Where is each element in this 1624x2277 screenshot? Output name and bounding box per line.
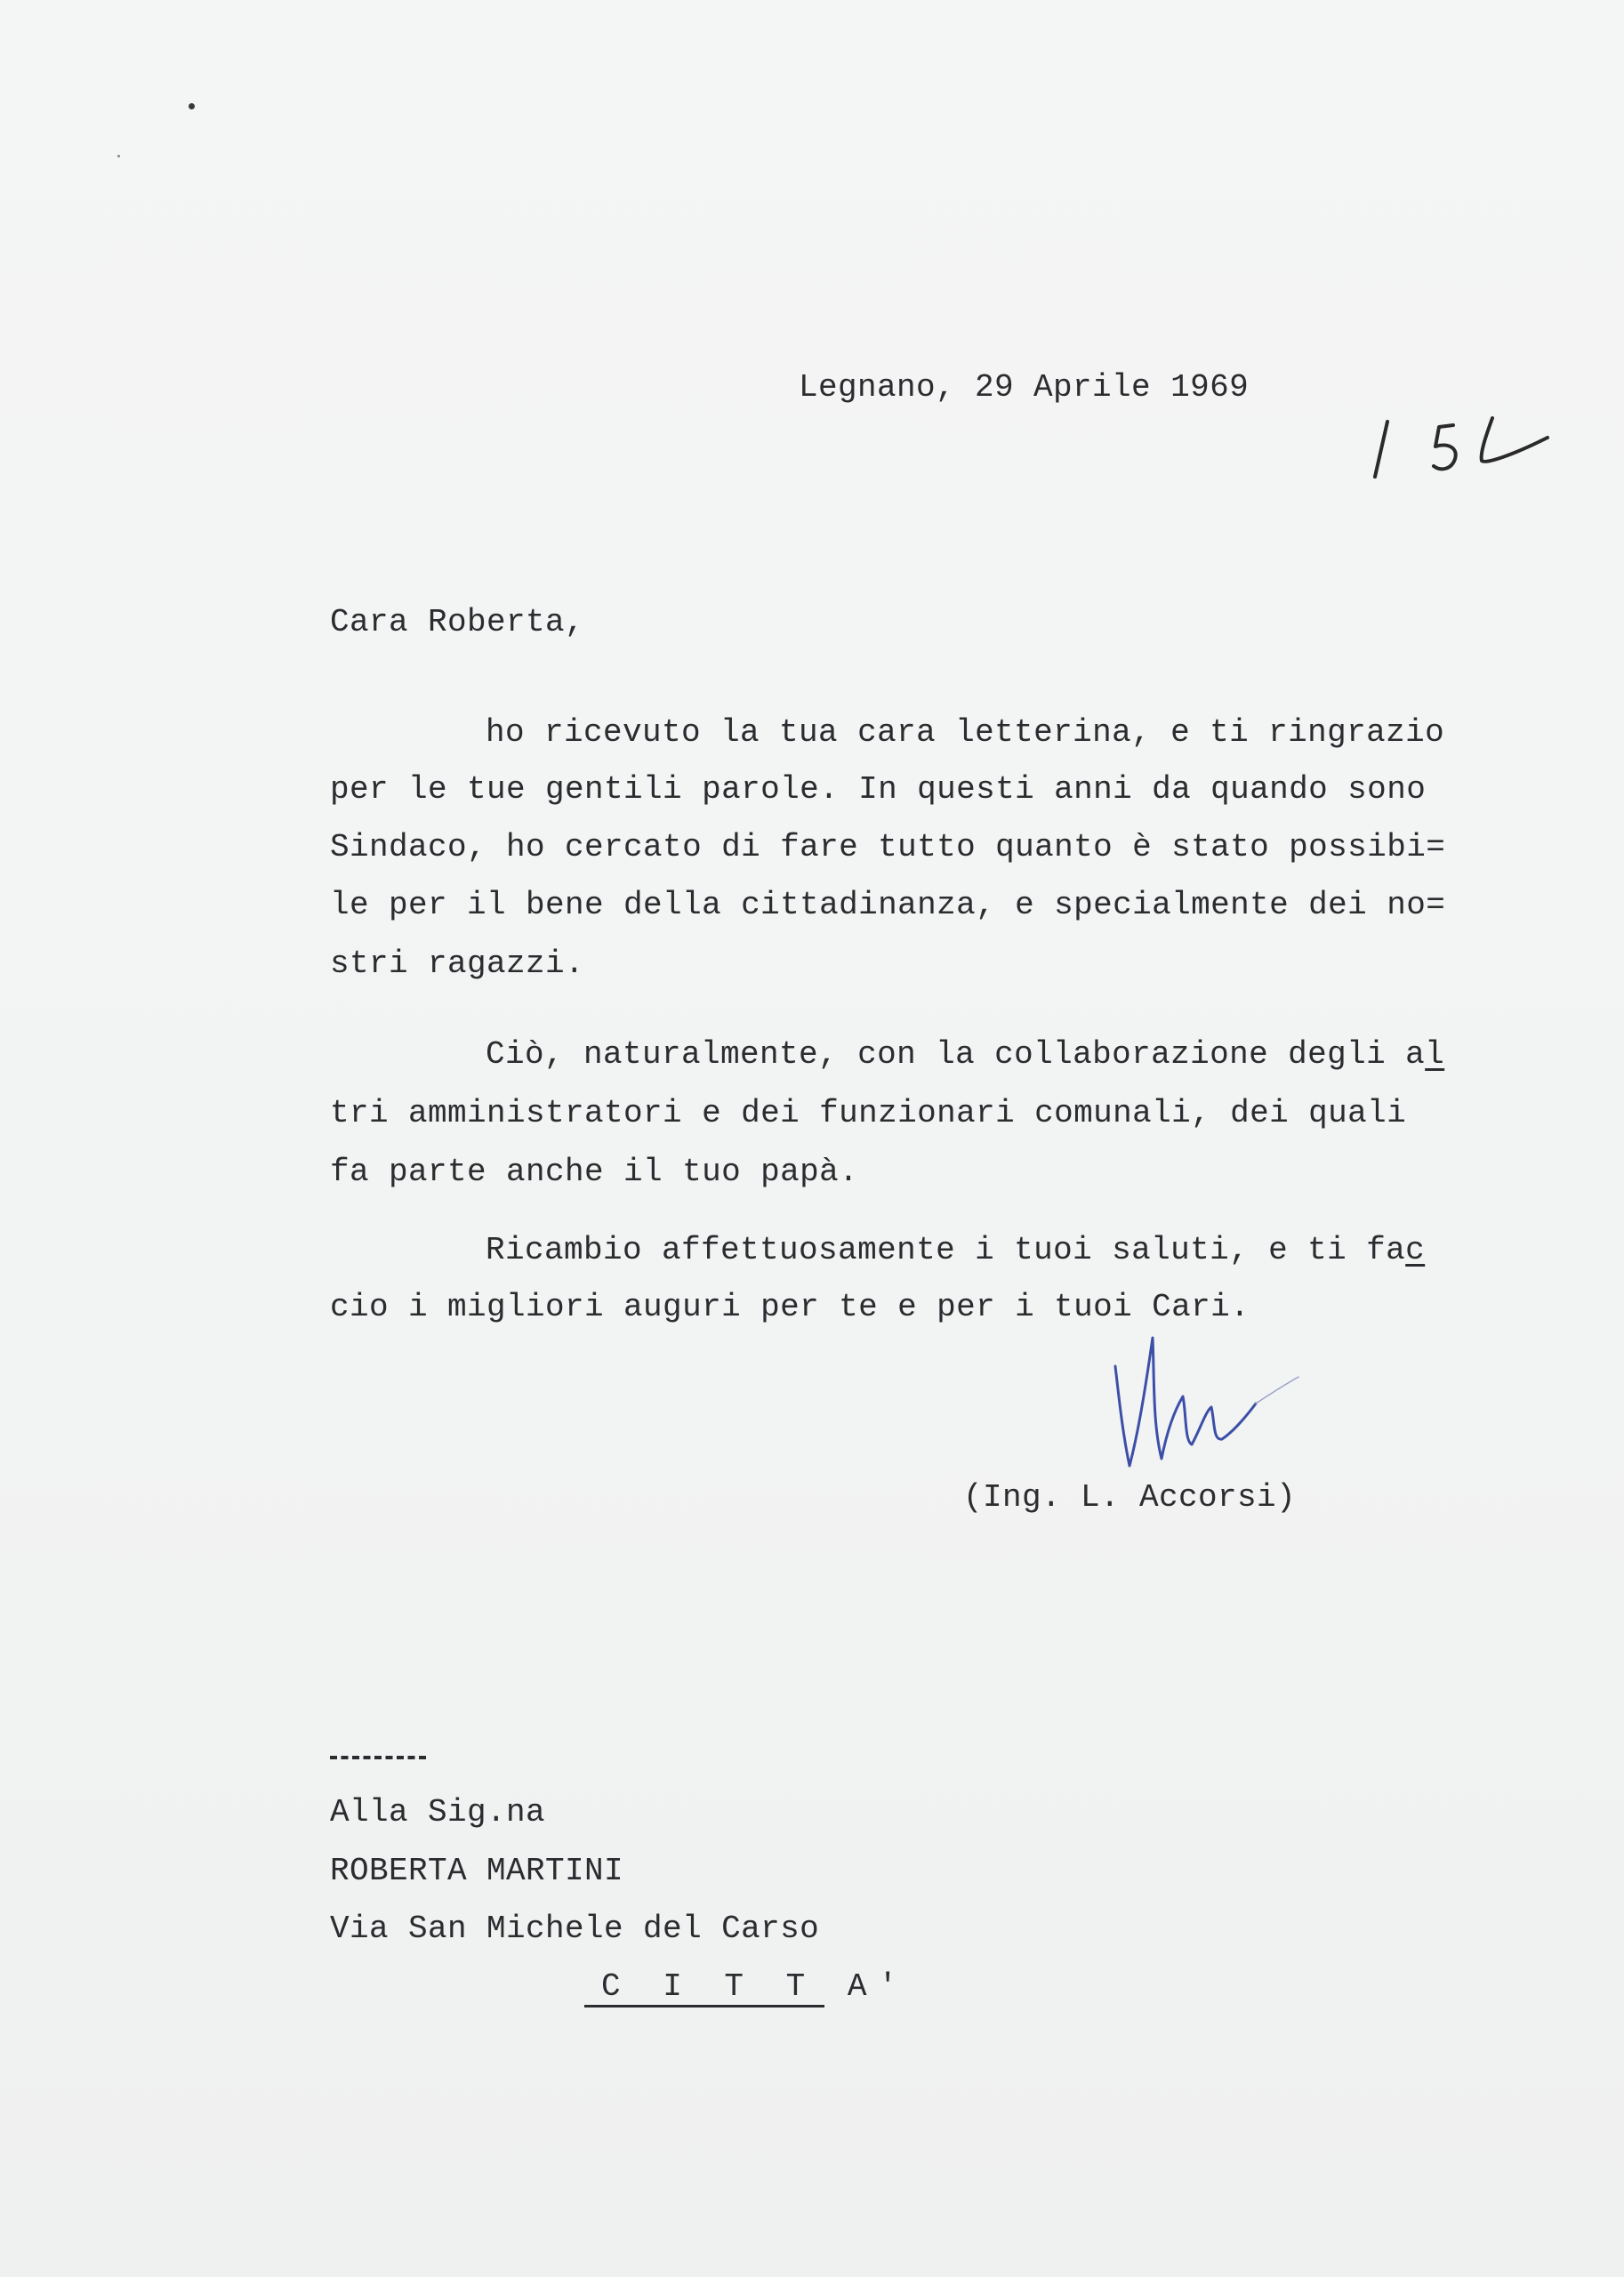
letter-salutation: Cara Roberta, [330,604,585,640]
paragraph-2-text: Ciò, naturalmente, con la collaborazione degli a [486,1036,1426,1073]
paragraph-3-line: cio i migliori auguri per te e per i tuoi Cari. [330,1289,1250,1325]
paragraph-3-text: Ricambio affettuosamente i tuoi saluti, e ti fa [486,1232,1406,1268]
paragraph-1-line: per le tue gentili parole. In questi anni da quando sono [330,771,1427,808]
paragraph-2-underlined-char: l [1425,1036,1445,1073]
paragraph-2-line: fa parte anche il tuo papà. [330,1154,859,1190]
handwritten-note-icon [1361,411,1556,491]
paragraph-2-line [486,1035,1444,1074]
paragraph-1-line: ho ricevuto la tua cara letterina, e ti ringrazio [486,714,1445,751]
paper-speck [189,103,195,109]
paper-speck [117,155,120,157]
address-line-1: Alla Sig.na [330,1794,546,1830]
letter-date: Legnano, 29 Aprile 1969 [799,369,1250,406]
address-city-underline [584,2005,824,2007]
paragraph-1-line: Sindaco, ho cercato di fare tutto quanto è stato possibi= [330,829,1446,865]
paragraph-1-line: stri ragazzi. [330,945,585,982]
address-separator [330,1756,426,1759]
paragraph-2-line: tri amministratori e dei funzionari comunali, dei quali [330,1095,1407,1131]
paragraph-3-line [486,1231,1425,1270]
handwritten-signature-icon [1103,1325,1316,1476]
address-line-3: Via San Michele del Carso [330,1911,820,1947]
letter-signer: (Ing. L. Accorsi) [963,1479,1297,1516]
address-line-2: ROBERTA MARTINI [330,1853,624,1889]
paragraph-3-underlined-char: c [1405,1232,1426,1268]
address-city: C I T T A' [601,1968,910,2005]
paragraph-1-line: le per il bene della cittadinanza, e specialmente dei no= [330,887,1446,923]
